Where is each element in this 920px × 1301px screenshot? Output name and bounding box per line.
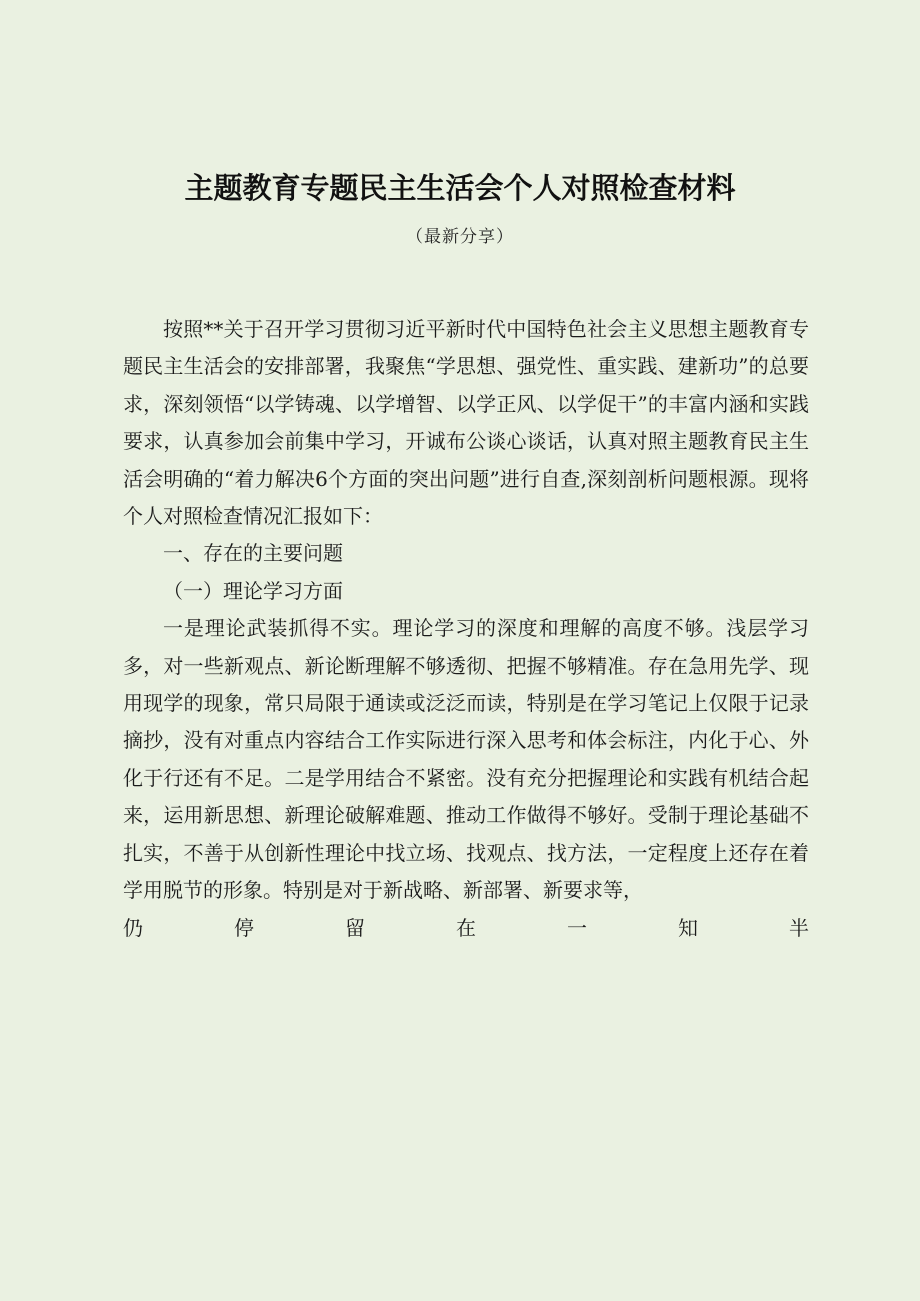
document-title: 主题教育专题民主生活会个人对照检查材料 — [184, 171, 736, 205]
trailing-char: 一 — [567, 915, 587, 940]
trailing-char: 停 — [234, 915, 254, 940]
trailing-char: 在 — [456, 915, 476, 940]
section-heading: 一、存在的主要问题 — [163, 541, 343, 566]
body-paragraph: 一是理论武装抓得不实。理论学习的深度和理解的高度不够。浅层学习多，对一些新观点、新论断理解不够透彻、把握不够精准。存在急用先学、现用现学的现象，常只局限于通读或泛泛而读，特别是在学习笔记上仅限于记录摘抄，没有对重点内容结合工作实际进行深入思考和体会标注，内化于心、外化于行还有不足。二是学用结合不紧密。没有充分把握理论和实践有机结合起来，运用新思想、新理论破解难题、推动工作做得不够好。受制于理论基础不扎实，不善于从创新性理论中找立场、找观点、找方法，一定程度上还存在着学用脱节的形象。特别是对于新战略、新部署、新要求等， — [123, 616, 809, 903]
trailing-char: 半 — [789, 915, 809, 940]
trailing-char: 留 — [345, 915, 365, 940]
intro-paragraph: 按照**关于召开学习贯彻习近平新时代中国特色社会主义思想主题教育专题民主生活会的安排部署，我聚焦“学思想、强党性、重实践、建新功”的总要求，深刻领悟“以学铸魂、以学增智、以学正风、以学促干”的丰富内涵和实践要求，认真参加会前集中学习，开诚布公谈心谈话，认真对照主题教育民主生活会明确的“着力解决6个方面的突出问题”进行自查,深刻剖析问题根源。现将个人对照检查情况汇报如下： — [123, 317, 809, 529]
trailing-char: 知 — [678, 915, 698, 940]
document-body — [123, 311, 809, 947]
trailing-line — [123, 910, 809, 947]
trailing-char: 仍 — [123, 915, 143, 940]
subsection-heading: （一）理论学习方面 — [163, 578, 343, 603]
document-subtitle: （最新分享） — [406, 227, 514, 247]
